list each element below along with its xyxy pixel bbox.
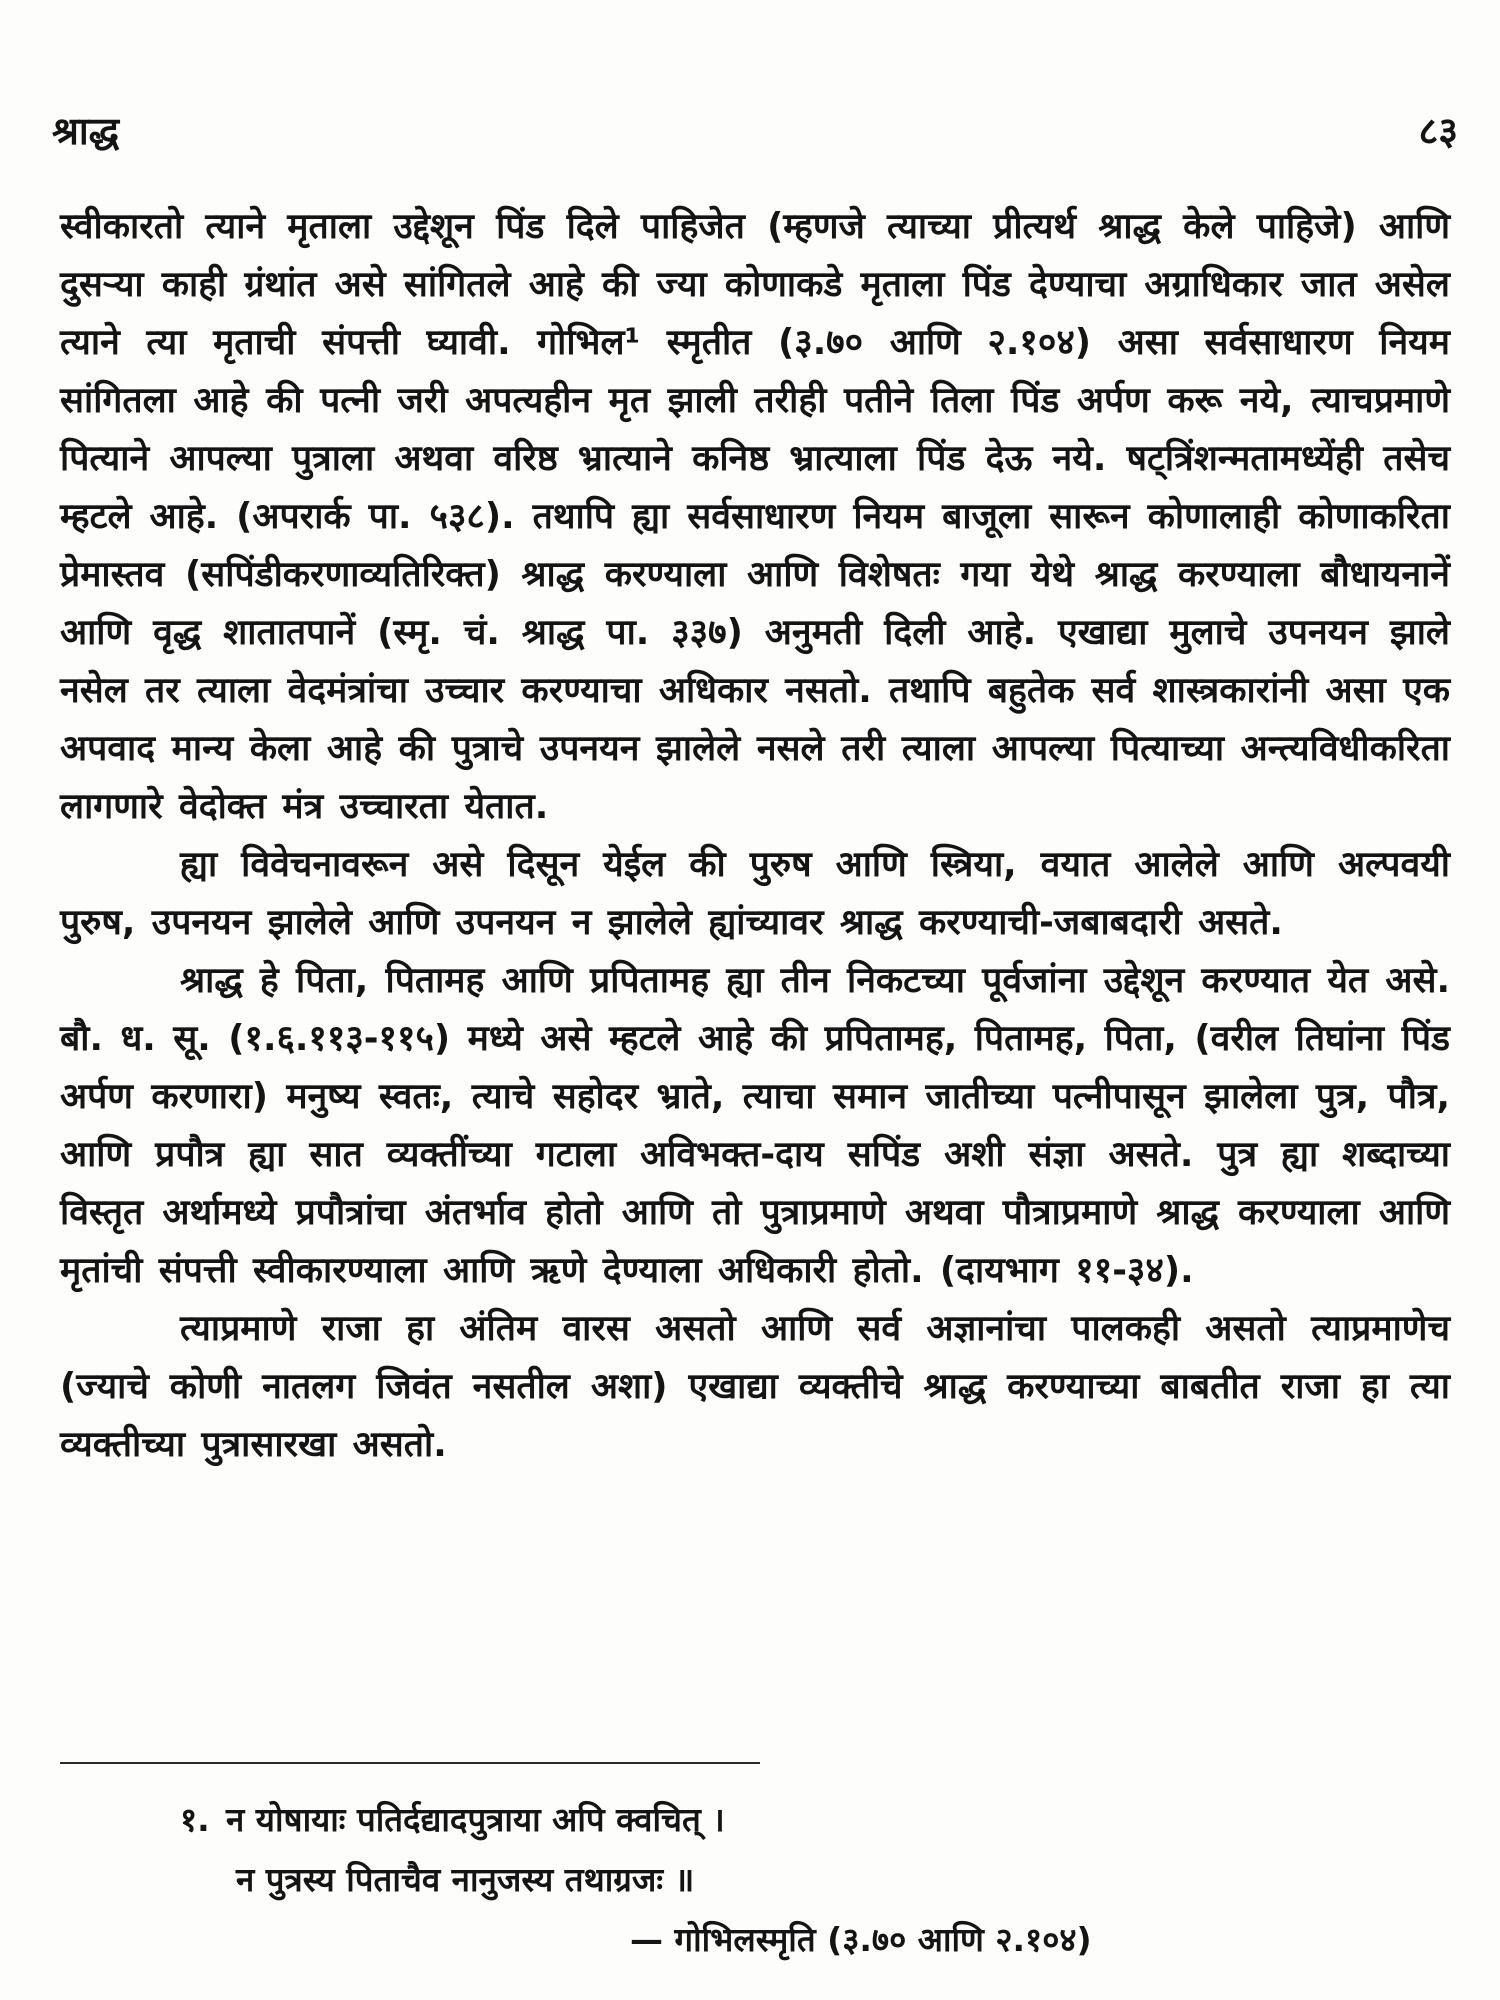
footnote-separator [60,1762,760,1764]
footnote [60,1790,1450,1970]
footnote-line [60,1790,1450,1850]
paragraph: त्याप्रमाणे राजा हा अंतिम वारस असतो आणि सर्व अज्ञानांचा पालकही असतो त्याप्रमाणेच (ज्याचे कोणी नातलग जिवंत नसतील अशा) एखाद्या व्यक्तीचे श्राद्ध करण्याच्या बाबतीत राजा हा त्या व्यक्तीच्या पुत्रासारखा असतो. [60,1308,1450,1465]
paragraph: स्वीकारतो त्याने मृताला उद्देशून पिंड दिले पाहिजेत (म्हणजे त्याच्या प्रीत्यर्थ श्राद्ध केले पाहिजे) आणि दुसऱ्या काही ग्रंथांत असे सांगितले आहे की ज्या कोणाकडे मृताला पिंड देण्याचा अग्राधिकार जात असेल त्याने त्या मृताची संपत्ती घ्यावी. गोभिल¹ स्मृतीत (३.७० आणि २.१०४) असा सर्वसाधारण नियम सांगितला आहे की पत्नी जरी अपत्यहीन मृत झाली तरीही पतीने तिला पिंड अर्पण करू नये, त्याचप्रमाणे पित्याने आपल्या पुत्राला अथवा वरिष्ठ भ्रात्याने कनिष्ठ भ्रात्याला पिंड देऊ नये. षट्त्रिंशन्मतामध्येंही तसेच म्हटले आहे. (अपरार्क पा. ५३८). तथापि ह्या सर्वसाधारण नियम बाजूला सारून कोणालाही कोणाकरिता प्रेमास्तव (सपिंडीकरणाव्यतिरिक्त) श्राद्ध करण्याला आणि विशेषतः गया येथे श्राद्ध करण्याला बौधायनानें आणि वृद्ध शातातपानें (स्मृ. चं. श्राद्ध पा. ३३७) अनुमती दिली आहे. एखाद्या मुलाचे उपनयन झाले नसेल तर त्याला वेदमंत्रांचा उच्चार करण्याचा अधिकार नसतो. तथापि बहुतेक सर्व शास्त्रकारांनी असा एक अपवाद मान्य केला आहे की पुत्राचे उपनयन झालेले नसले तरी त्याला आपल्या पित्याच्या अन्त्यविधीकरिता लागणारे वेदोक्त मंत्र उच्चारता येतात. [60,206,1450,827]
page-number: ८३ [1418,109,1458,153]
footnote-number: १. [180,1800,210,1839]
running-head: श्राद्ध [52,109,120,153]
footnote-verse-line: न पुत्रस्य पिताचैव नानुजस्य तथाग्रजः ॥ [236,1860,695,1899]
footnote-source: — गोभिलस्मृति (३.७० आणि २.१०४) [630,1920,1092,1959]
paragraph: श्राद्ध हे पिता, पितामह आणि प्रपितामह ह्या तीन निकटच्या पूर्वजांना उद्देशून करण्यात येत असे. बौ. ध. सू. (१.६.११३-११५) मध्ये असे म्हटले आहे की प्रपितामह, पितामह, पिता, (वरील तिघांना पिंड अर्पण करणारा) मनुष्य स्वतः, त्याचे सहोदर भ्राते, त्याचा समान जातीच्या पत्नीपासून झालेला पुत्र, पौत्र, आणि प्रपौत्र ह्या सात व्यक्तींच्या गटाला अविभक्त-दाय सपिंड अशी संज्ञा असते. पुत्र ह्या शब्दाच्या विस्तृत अर्थामध्ये प्रपौत्रांचा अंतर्भाव होतो आणि तो पुत्राप्रमाणे अथवा पौत्राप्रमाणे श्राद्ध करण्याला आणि मृतांची संपत्ती स्वीकारण्याला आणि ऋणे देण्याला अधिकारी होतो. (दायभाग ११-३४). [60,960,1450,1291]
footnote-verse-line: न योषायाः पतिर्दद्यादपुत्राया अपि क्वचित् । [226,1800,725,1839]
paragraph: ह्या विवेचनावरून असे दिसून येईल की पुरुष आणि स्त्रिया, वयात आलेले आणि अल्पवयी पुरुष, उपनयन झालेले आणि उपनयन न झालेले ह्यांच्यावर श्राद्ध करण्याची-जबाबदारी असते. [60,844,1450,943]
body-text [60,198,1450,1474]
